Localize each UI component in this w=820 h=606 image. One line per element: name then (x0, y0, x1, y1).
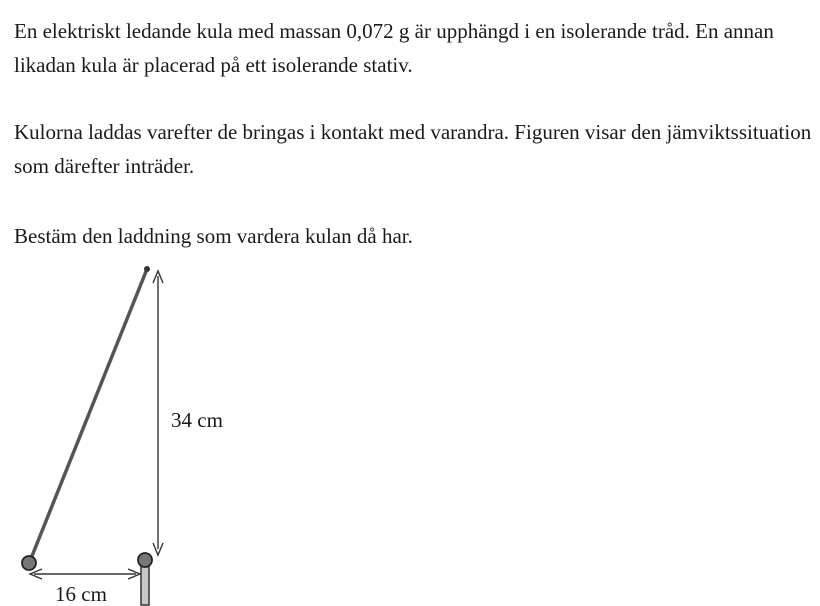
distance-dimension-arrow (30, 569, 140, 579)
distance-label: 16 cm (55, 582, 107, 606)
stand-ball (138, 553, 152, 567)
question-paragraph-3: Bestäm den laddning som vardera kulan då har. (14, 224, 413, 248)
question-paragraph-1: En elektriskt ledande kula med massan 0,072 g är upphängd i en isolerande tråd. En annan likadan kula är placerad på ett isolerande stativ. (14, 19, 774, 77)
suspension-point (144, 266, 150, 272)
hanging-ball (22, 556, 36, 570)
height-dimension-arrow (153, 271, 163, 555)
insulating-stand (141, 565, 149, 605)
thread-line (30, 269, 147, 561)
question-paragraph-2: Kulorna laddas varefter de bringas i kontakt med varandra. Figuren visar den jämviktssituation som därefter inträder. (14, 120, 812, 178)
height-label: 34 cm (171, 408, 223, 432)
